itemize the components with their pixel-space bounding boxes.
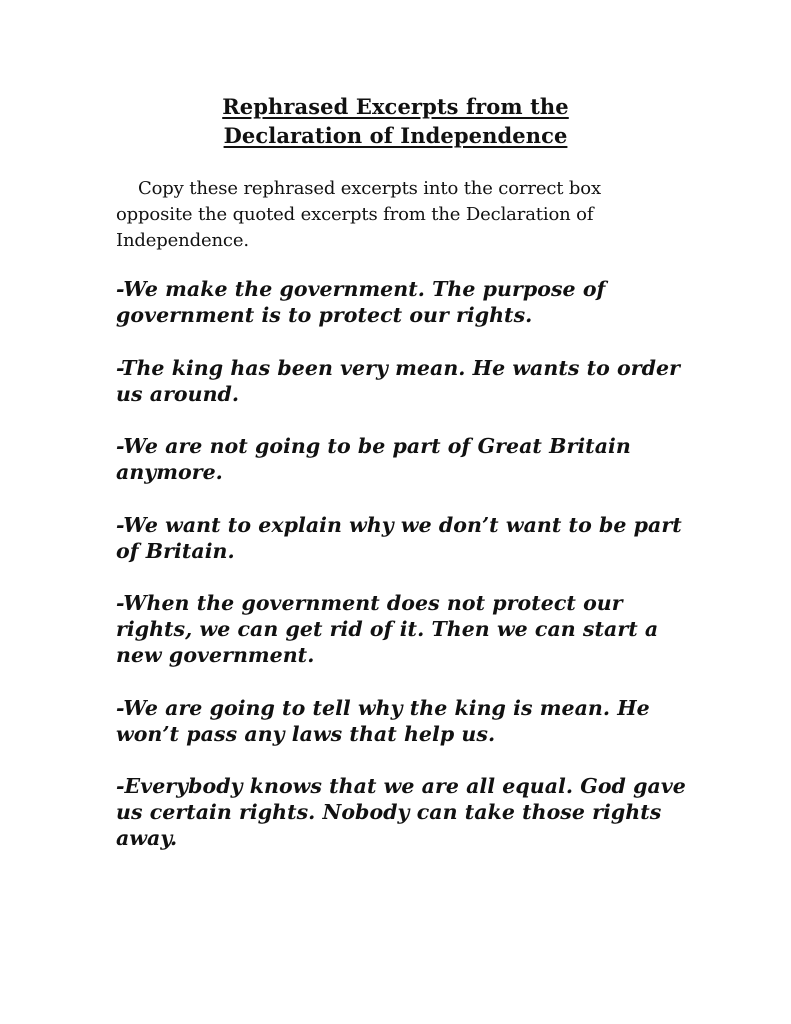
excerpt-item: -We are going to tell why the king is mean. He won’t pass any laws that help us.: [116, 695, 650, 746]
instructions-paragraph: Copy these rephrased excerpts into the correct box opposite the quoted excerpts from the Declaration of Independence.: [116, 178, 601, 251]
excerpt-item: -Everybody knows that we are all equal. God gave us certain rights. Nobody can take those rights away.: [116, 774, 686, 850]
title-line-1: Rephrased Excerpts from the: [222, 94, 569, 119]
page-title: [0, 92, 791, 150]
excerpt-item: -We make the government. The purpose of government is to protect our rights.: [116, 277, 606, 327]
excerpt-item: -We want to explain why we don’t want to be part of Britain.: [116, 512, 682, 563]
excerpt-item: -When the government does not protect our rights, we can get rid of it. Then we can start a new government.: [116, 591, 659, 667]
excerpt-list: [116, 276, 691, 878]
excerpt-item: -The king has been very mean. He wants to order us around.: [116, 355, 680, 406]
excerpt-item: -We are not going to be part of Great Britain anymore.: [116, 434, 631, 484]
title-line-2: Declaration of Independence: [223, 123, 568, 148]
